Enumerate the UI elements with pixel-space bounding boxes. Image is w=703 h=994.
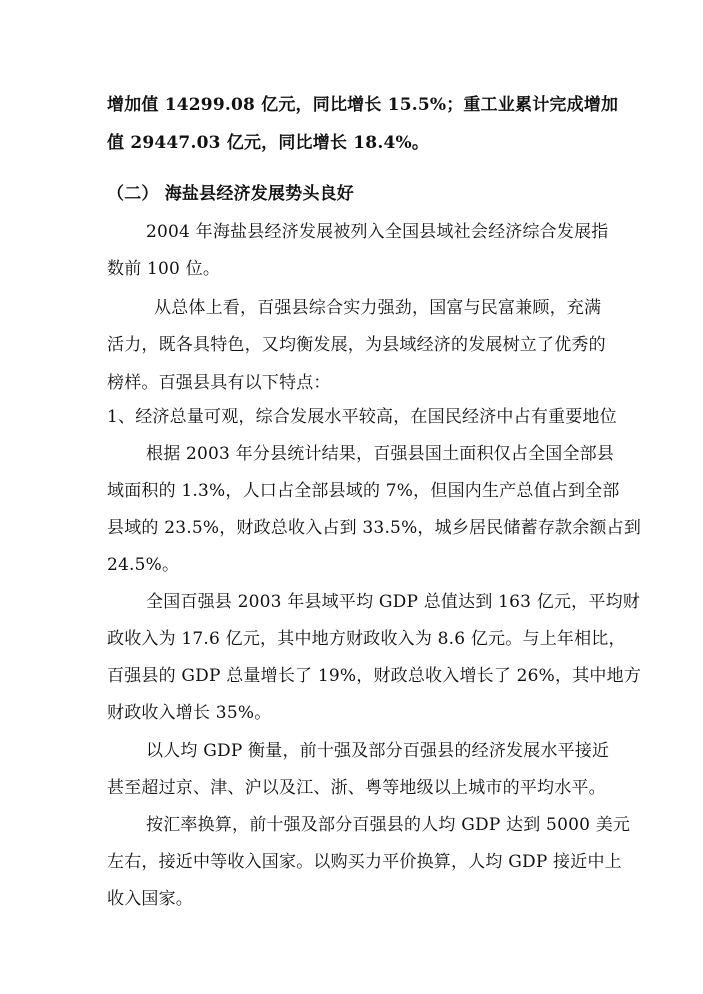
paragraph-line: 按汇率换算，前十强及部分百强县的人均 GDP 达到 5000 美元 [146,815,631,835]
paragraph-line: 收入国家。 [107,889,193,909]
paragraph-line: 榜样。百强县具有以下特点： [107,373,331,393]
paragraph-line: 从总体上看，百强县综合实力强劲，国富与民富兼顾，充满 [154,298,602,318]
paragraph-line: 百强县的 GDP 总量增长了 19%，财政总收入增长了 26%，其中地方 [107,666,642,686]
paragraph-line: 政收入为 17.6 亿元，其中地方财政收入为 8.6 亿元。与上年相比， [107,629,626,649]
paragraph-line: 以人均 GDP 衡量，前十强及部分百强县的经济发展水平接近 [146,741,610,761]
paragraph-line: 根据 2003 年分县统计结果，百强县国土面积仅占全国全部县 [146,444,615,464]
paragraph-line: 县域的 23.5%，财政总收入占到 33.5%，城乡居民储蓄存款余额占到 [107,518,642,538]
paragraph-line: 全国百强县 2003 年县域平均 GDP 总值达到 163 亿元，平均财 [146,592,640,612]
intro-line-1: 增加值 14299.08 亿元，同比增长 15.5%；重工业累计完成增加 [107,95,619,115]
paragraph-line: 数前 100 位。 [107,259,221,279]
numbered-point: 1、经济总量可观，综合发展水平较高，在国民经济中占有重要地位 [107,407,617,427]
paragraph-line: 左右，接近中等收入国家。以购买力平价换算，人均 GDP 接近中上 [107,852,622,872]
intro-line-2: 值 29447.03 亿元，同比增长 18.4%。 [107,133,430,153]
paragraph-line: 甚至超过京、津、沪以及江、浙、粤等地级以上城市的平均水平。 [107,778,606,798]
paragraph-line: 24.5%。 [107,555,180,575]
paragraph-line: 活力，既各具特色，又均衡发展，为县域经济的发展树立了优秀的 [107,335,606,355]
paragraph-line: 域面积的 1.3%，人口占全部县域的 7%，但国内生产总值占到全部 [107,481,620,501]
paragraph-line: 2004 年海盐县经济发展被列入全国县域社会经济综合发展指 [146,222,609,242]
paragraph-line: 财政收入增长 35%。 [107,703,272,723]
section-heading: （二） 海盐县经济发展势头良好 [107,184,354,204]
